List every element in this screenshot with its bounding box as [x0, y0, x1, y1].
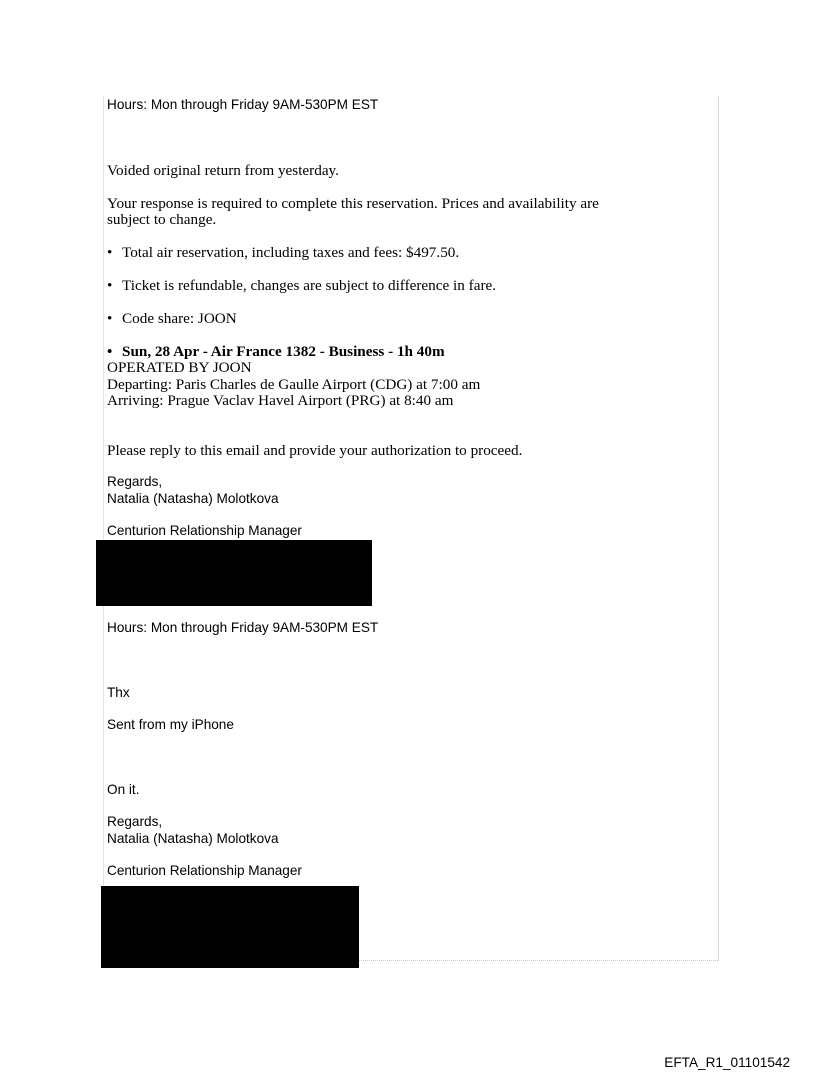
flight-departing: Departing: Paris Charles de Gaulle Airport (CDG) at 7:00 am	[107, 376, 481, 393]
flight-header	[107, 343, 445, 360]
signature-title: Centurion Relationship Manager	[107, 863, 302, 878]
redaction-block	[101, 886, 359, 968]
response-required-line-2: subject to change.	[107, 211, 217, 228]
bullet-icon: •	[107, 277, 113, 294]
reply-request: Please reply to this email and provide your authorization to proceed.	[107, 442, 523, 459]
signature-regards: Regards,	[107, 814, 163, 829]
hours-line: Hours: Mon through Friday 9AM-530PM EST	[107, 97, 379, 112]
bullet-icon: •	[107, 244, 113, 261]
bullet-total-air	[107, 244, 459, 261]
reply-thx: Thx	[107, 685, 130, 700]
bullet-icon: •	[107, 310, 113, 327]
bullet-text: Code share: JOON	[122, 310, 237, 327]
signature-name: Natalia (Natasha) Molotkova	[107, 491, 279, 506]
email-frame-left-border	[103, 96, 104, 961]
bullet-text: Ticket is refundable, changes are subject to difference in fare.	[122, 277, 497, 294]
email-frame-right-border	[718, 96, 719, 961]
flight-header-text: Sun, 28 Apr - Air France 1382 - Business - 1h 40m	[122, 343, 445, 360]
bullet-icon: •	[107, 343, 113, 360]
bullet-refundable	[107, 277, 496, 294]
response-required-line-1: Your response is required to complete this reservation. Prices and availability are	[107, 195, 599, 212]
redaction-block	[96, 540, 372, 606]
sent-from-iphone: Sent from my iPhone	[107, 717, 234, 732]
email-frame-bottom-border	[359, 960, 718, 961]
on-it-line: On it.	[107, 782, 140, 797]
signature-name: Natalia (Natasha) Molotkova	[107, 831, 279, 846]
voided-line: Voided original return from yesterday.	[107, 162, 339, 179]
bullet-text: Total air reservation, including taxes and fees: $497.50.	[122, 244, 460, 261]
bullet-code-share	[107, 310, 237, 327]
flight-arriving: Arriving: Prague Vaclav Havel Airport (PRG) at 8:40 am	[107, 392, 454, 409]
flight-operated-by: OPERATED BY JOON	[107, 359, 252, 376]
document-id: EFTA_R1_01101542	[664, 1055, 790, 1070]
hours-line-2: Hours: Mon through Friday 9AM-530PM EST	[107, 620, 379, 635]
signature-title: Centurion Relationship Manager	[107, 523, 302, 538]
signature-regards: Regards,	[107, 474, 163, 489]
